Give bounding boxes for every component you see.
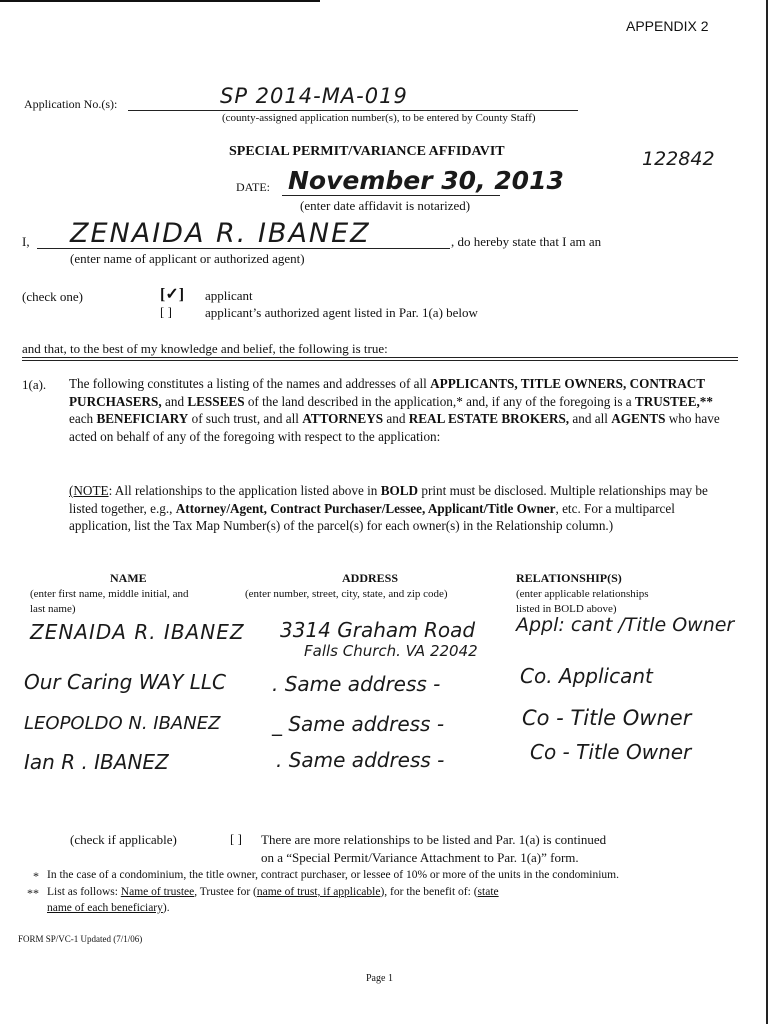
table-row-1-address: 3314 Graham Road: [280, 618, 476, 642]
name-column-header: NAME: [110, 571, 147, 585]
table-row-3-relationship: Co - Title Owner: [522, 706, 692, 730]
table-row-3-address: _ Same address -: [272, 712, 445, 736]
section-1a-part: each: [69, 411, 97, 426]
date-value: November 30, 2013: [288, 166, 564, 195]
form-id: FORM SP/VC-1 Updated (7/1/06): [18, 934, 143, 944]
statement-hint: (enter name of applicant or authorized agent): [70, 251, 305, 266]
continued-text: on a “Special Permit/Variance Attachment to Par. 1(a)” form.: [261, 850, 579, 865]
address-column-header: ADDRESS: [342, 571, 399, 585]
continued-label: (check if applicable): [70, 832, 177, 847]
footnote-trustee-part: ), for the benefit of: (: [380, 886, 478, 898]
statement-name: ZENAIDA R. IBANEZ: [70, 218, 371, 249]
page-number: Page 1: [366, 973, 393, 984]
table-row-4-relationship: Co - Title Owner: [530, 740, 692, 764]
note-label: (NOTE: [69, 483, 109, 498]
table-row-3-name: LEOPOLDO N. IBANEZ: [24, 713, 221, 734]
footnote-trustee-part: state: [477, 886, 499, 898]
check-one-label: (check one): [22, 289, 83, 304]
application-number-value: SP 2014-MA-019: [220, 84, 408, 108]
name-column-hint: last name): [30, 603, 76, 615]
agent-option-label: applicant’s authorized agent listed in Par. 1(a) below: [205, 305, 478, 320]
double-rule-bottom: [22, 360, 738, 361]
continued-text: There are more relationships to be listed and Par. 1(a) is continued: [261, 832, 607, 847]
section-1a-part: and all: [569, 411, 612, 426]
footnote-star-mark: *: [33, 869, 39, 883]
page-edge: [766, 0, 768, 1024]
section-1a-part: of such trust, and all: [188, 411, 303, 426]
section-1a-part: and: [161, 393, 188, 409]
table-row-1-relationship: Appl: cant /Title Owner: [516, 614, 735, 636]
date-label: DATE:: [236, 180, 270, 194]
table-row-2-relationship: Co. Applicant: [520, 664, 653, 688]
section-1a-part: who have acted on behalf of any of the foregoing with respect to the application:: [69, 411, 720, 444]
table-row-1-address-line2: Falls Church. VA 22042: [304, 642, 478, 660]
applicant-checkbox[interactable]: [✓]: [160, 286, 185, 303]
note-bold: BOLD: [380, 483, 419, 498]
form-title: SPECIAL PERMIT/VARIANCE AFFIDAVIT: [229, 144, 505, 159]
note-bold: Attorney/Agent, Contract Purchaser/Lessee, Applicant/Title Owner: [175, 500, 556, 516]
stamp-number: 122842: [642, 148, 715, 170]
table-row-1-name: ZENAIDA R. IBANEZ: [30, 620, 245, 644]
table-row-2-name: Our Caring WAY LLC: [24, 670, 227, 694]
name-column-hint: (enter first name, middle initial, and: [30, 588, 189, 600]
footnote-trustee-part: ).: [162, 902, 170, 914]
section-1a-part: and: [383, 411, 409, 426]
footnote-trustee: [47, 886, 499, 898]
section-1a-bold: AGENTS: [611, 411, 666, 426]
section-1a-bold: TRUSTEE,**: [634, 393, 713, 409]
section-1a-part: The following constitutes a listing of the names and addresses of all: [69, 376, 431, 391]
section-1a-bold: ATTORNEYS: [302, 411, 384, 426]
footnote-trustee-part: name of each beneficiary: [47, 902, 163, 914]
section-1a-bold: LESSEES: [187, 393, 245, 409]
relationship-column-hint: (enter applicable relationships: [516, 588, 649, 600]
application-number-hint: (county-assigned application number(s), to be entered by County Staff): [222, 112, 536, 124]
note-text: [69, 482, 739, 535]
footnote-double-star-mark: **: [27, 886, 39, 900]
top-rule: [0, 0, 320, 2]
footnote-trustee-part: Name of trustee: [120, 886, 195, 898]
date-hint: (enter date affidavit is notarized): [300, 198, 471, 213]
table-row-4-name: Ian R . IBANEZ: [24, 750, 169, 774]
section-1a-text: [69, 375, 739, 445]
section-1a-bold: APPLICANTS, TITLE OWNERS, CONTRACT PURCHASERS,: [69, 376, 705, 409]
application-number-label: Application No.(s):: [24, 97, 118, 111]
note-part: print must be disclosed. Multiple relationships may be listed together, e.g.,: [69, 483, 708, 516]
appendix-label: APPENDIX 2: [626, 18, 709, 34]
footnote-trustee-part: , Trustee for (: [194, 886, 257, 898]
note-part: : All relationships to the application listed above in: [108, 483, 381, 498]
section-1a-part: of the land described in the application,* and, if any of the foregoing is a: [244, 393, 635, 409]
section-1a-bold: REAL ESTATE BROKERS,: [408, 411, 570, 426]
continued-checkbox[interactable]: [ ]: [230, 831, 242, 846]
relationship-column-hint: listed in BOLD above): [516, 603, 617, 615]
applicant-option-label: applicant: [205, 288, 253, 303]
statement-prefix: I,: [22, 234, 30, 249]
section-1a-number: 1(a).: [22, 377, 47, 392]
agent-checkbox[interactable]: [ ]: [160, 304, 172, 319]
application-number-line: [128, 110, 578, 111]
table-row-2-address: . Same address -: [272, 672, 441, 696]
statement-suffix: , do hereby state that I am an: [451, 234, 602, 249]
date-line: [282, 195, 500, 196]
footnote-trustee-continued: [47, 902, 170, 914]
relationship-column-header: RELATIONSHIP(S): [516, 571, 622, 585]
section-1a-bold: BENEFICIARY: [96, 411, 189, 426]
footnote-trustee-part: name of trust, if applicable: [256, 886, 381, 898]
address-column-hint: (enter number, street, city, state, and zip code): [245, 588, 448, 600]
belief-statement: and that, to the best of my knowledge and belief, the following is true:: [22, 341, 388, 356]
double-rule-top: [22, 357, 738, 358]
note-part: , etc. For a multiparcel application, list the Tax Map Number(s) of the parcel(s) for each owner(s) in the Relationship column.): [69, 500, 675, 533]
footnote-condominium: In the case of a condominium, the title owner, contract purchaser, or lessee of 10% or more of the units in the condominium.: [47, 869, 619, 881]
table-row-4-address: . Same address -: [276, 748, 445, 772]
footnote-trustee-part: List as follows:: [47, 886, 121, 898]
